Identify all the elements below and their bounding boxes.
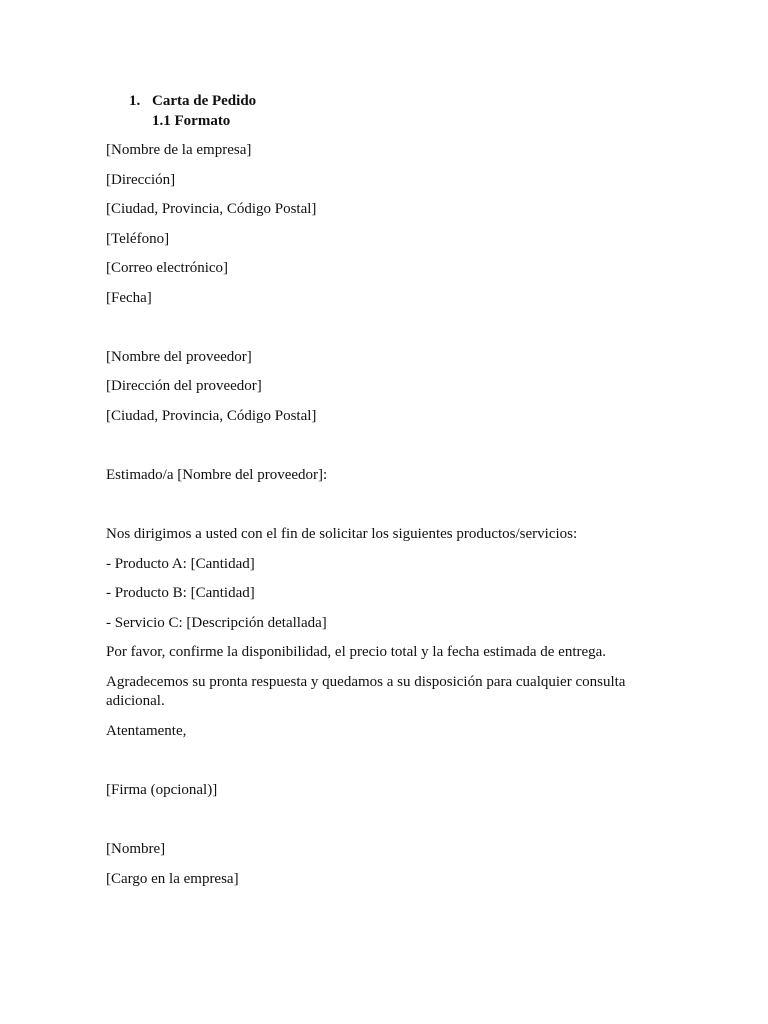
subsection-heading: 1.1 Formato xyxy=(152,113,231,129)
body-request: Por favor, confirme la disponibilidad, el precio total y la fecha estimada de entrega. xyxy=(106,644,607,660)
sender-phone: [Teléfono] xyxy=(106,231,170,247)
recipient-name: [Nombre del proveedor] xyxy=(106,349,252,365)
body-intro: Nos dirigimos a usted con el fin de solicitar los siguientes productos/servicios: xyxy=(106,526,578,542)
closing-name: [Nombre] xyxy=(106,841,166,857)
sender-address: [Dirección] xyxy=(106,172,176,188)
sender-city: [Ciudad, Provincia, Código Postal] xyxy=(106,201,317,217)
section-number: 1. xyxy=(129,93,141,109)
list-item: - Producto B: [Cantidad] xyxy=(106,585,255,601)
sender-date: [Fecha] xyxy=(106,290,152,306)
recipient-city: [Ciudad, Provincia, Código Postal] xyxy=(106,408,317,424)
closing-salutation: Atentamente, xyxy=(106,723,187,739)
closing-position: [Cargo en la empresa] xyxy=(106,871,239,887)
greeting: Estimado/a [Nombre del proveedor]: xyxy=(106,467,328,483)
list-item: - Servicio C: [Descripción detallada] xyxy=(106,615,327,631)
recipient-address: [Dirección del proveedor] xyxy=(106,378,262,394)
sender-email: [Correo electrónico] xyxy=(106,260,229,276)
section-title: Carta de Pedido xyxy=(152,93,257,109)
section-heading xyxy=(129,92,256,110)
list-item: - Producto A: [Cantidad] xyxy=(106,556,255,572)
closing-signature: [Firma (opcional)] xyxy=(106,782,218,798)
body-thanks: Agradecemos su pronta respuesta y quedamos a su disposición para cualquier consulta adicional. xyxy=(106,674,626,709)
sender-company: [Nombre de la empresa] xyxy=(106,142,252,158)
